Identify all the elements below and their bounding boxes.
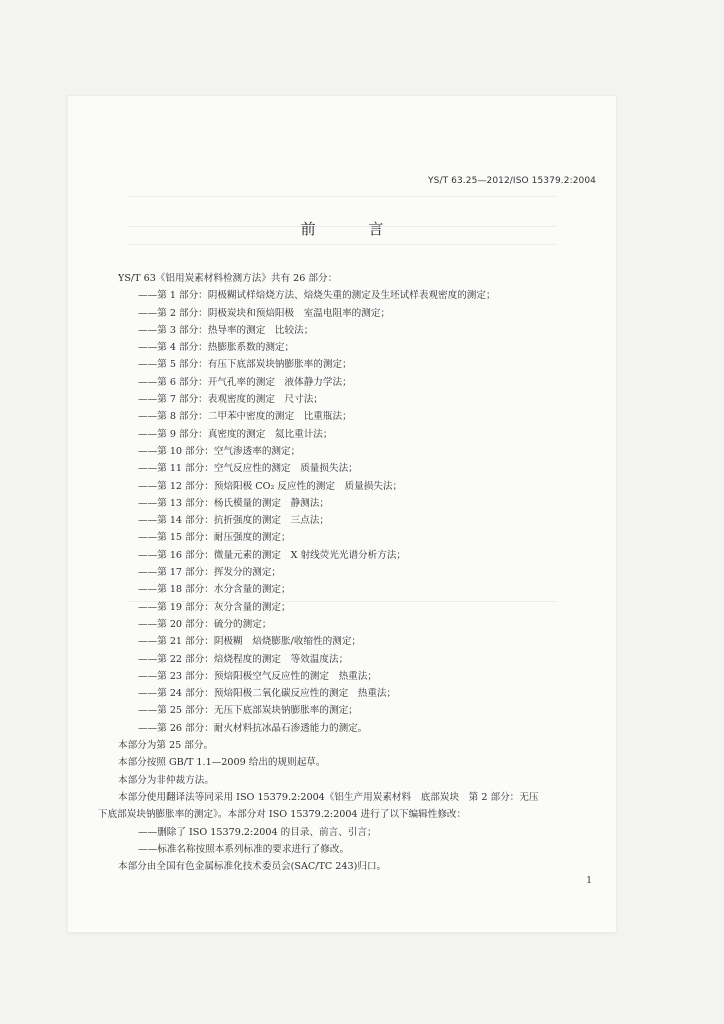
part-item: ——第 10 部分：空气渗透率的测定； — [138, 445, 301, 457]
this-part-statement: 本部分为第 25 部分。 — [118, 740, 214, 752]
part-item: ——第 18 部分：水分含量的测定； — [138, 584, 291, 596]
centralized-statement: 本部分由全国有色金属标准化技术委员会(SAC/TC 243)归口。 — [118, 861, 387, 873]
part-item: ——第 16 部分：微量元素的测定 X 射线荧光光谱分析方法； — [138, 549, 407, 561]
part-item: ——第 5 部分：有压下底部炭块钠膨胀率的测定； — [138, 359, 352, 371]
part-item: ——第 26 部分：耐火材料抗冰晶石渗透能力的测定。 — [138, 722, 368, 734]
part-item: ——第 14 部分：抗折强度的测定 三点法； — [138, 515, 329, 527]
intro-line: YS/T 63《铝用炭素材料检测方法》共有 26 部分： — [118, 273, 338, 284]
part-item: ——第 21 部分：阴极糊 焙烧膨胀/收缩性的测定； — [138, 636, 362, 648]
standard-code: YS/T 63.25—2012/ISO 15379.2:2004 — [428, 176, 596, 186]
translation-statement-line2: 下底部炭块钠膨胀率的测定》。本部分对 ISO 15379.2:2004 进行了以下编辑性修改： — [98, 809, 467, 821]
part-item: ——第 19 部分：灰分含量的测定； — [138, 601, 291, 613]
drafting-rules-statement: 本部分按照 GB/T 1.1—2009 给出的规则起草。 — [118, 757, 326, 769]
part-item: ——第 23 部分：预焙阳极空气反应性的测定 热重法； — [138, 670, 377, 682]
page-title: 前 言 — [300, 220, 408, 238]
part-item: ——第 15 部分：耐压强度的测定； — [138, 532, 291, 544]
part-item: ——第 3 部分：热导率的测定 比较法； — [138, 324, 314, 336]
part-item: ——第 4 部分：热膨胀系数的测定； — [138, 342, 295, 354]
part-item: ——第 17 部分：挥发分的测定； — [138, 567, 282, 579]
edit-item: ——标准名称按照本系列标准的要求进行了修改。 — [138, 843, 350, 855]
page-number: 1 — [586, 876, 592, 886]
bleed-through-line — [128, 244, 556, 245]
part-item: ——第 11 部分：空气反应性的测定 质量损失法； — [138, 463, 358, 475]
part-item: ——第 20 部分：硫分的测定； — [138, 618, 272, 630]
bleed-through-line — [128, 196, 556, 197]
part-item: ——第 12 部分：预焙阳极 CO₂ 反应性的测定 质量损失法； — [138, 480, 403, 492]
part-item: ——第 1 部分：阴极糊试样焙烧方法、焙烧失重的测定及生坯试样表观密度的测定； — [138, 290, 496, 302]
part-item: ——第 7 部分：表观密度的测定 尺寸法； — [138, 394, 323, 406]
part-item: ——第 24 部分：预焙阳极二氧化碳反应性的测定 热重法； — [138, 688, 397, 700]
part-item: ——第 22 部分：焙烧程度的测定 等效温度法； — [138, 653, 349, 665]
part-item: ——第 9 部分：真密度的测定 氦比重计法； — [138, 428, 333, 440]
translation-statement-line1: 本部分使用翻译法等同采用 ISO 15379.2:2004《铝生产用炭素材料 底部炭块 第 2 部分：无压 — [118, 791, 539, 803]
part-item: ——第 6 部分：开气孔率的测定 液体静力学法； — [138, 376, 352, 388]
non-mandatory-statement: 本部分为非仲裁方法。 — [118, 774, 214, 786]
part-item: ——第 25 部分：无压下底部炭块钠膨胀率的测定； — [138, 705, 358, 717]
foreword-body — [98, 270, 604, 875]
part-item: ——第 2 部分：阴极炭块和预焙阳极 室温电阻率的测定； — [138, 307, 391, 319]
part-item: ——第 8 部分：二甲苯中密度的测定 比重瓶法； — [138, 411, 352, 423]
part-item: ——第 13 部分：杨氏模量的测定 静测法； — [138, 497, 329, 509]
document-page — [68, 96, 616, 932]
edit-item: ——删除了 ISO 15379.2:2004 的目录、前言、引言； — [138, 826, 377, 838]
